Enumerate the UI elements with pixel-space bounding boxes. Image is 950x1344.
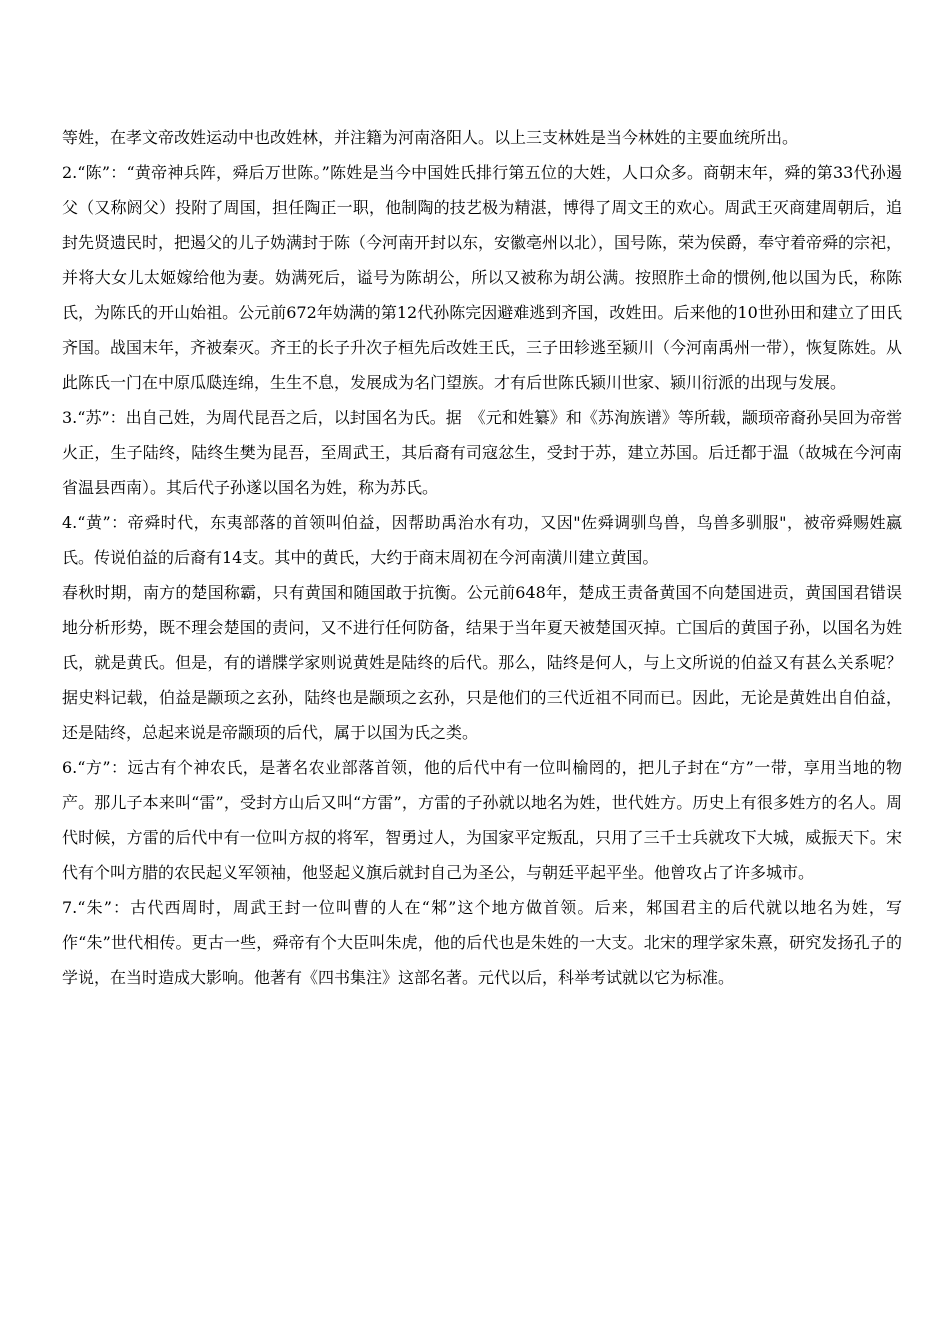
paragraph-surname-huang: 4.“黄”：帝舜时代，东夷部落的首领叫伯益，因帮助禹治水有功，又因"佐舜调驯鸟兽，鸟兽多驯服"，被帝舜赐姓嬴氏。传说伯益的后裔有14支。其中的黄氏，大约于商末周初在今河南潢川建立黄国。 xyxy=(62,513,902,567)
paragraph-surname-chen: 2.“陈”：“黄帝神兵阵，舜后万世陈。”陈姓是当今中国姓氏排行第五位的大姓，人口众多。商朝末年，舜的第33代孙遏父（又称阏父）投附了周国，担任陶正一职，他制陶的技艺极为精湛，博得了周文王的欢心。周武王灭商建周朝后，追封先贤遗民时，把遏父的儿子妫满封于陈（今河南开封以东，安徽亳州以北），国号陈，荣为侯爵，奉守着帝舜的宗祀，并将大女儿太姬嫁给他为妻。妫满死后，谥号为陈胡公，所以又被称为胡公满。按照胙土命的惯例,他以国为氏，称陈氏，为陈氏的开山始祖。公元前672年妫满的第12代孙陈完因避难逃到齐国，改姓田。后来他的10世孙田和建立了田氏齐国。战国末年，齐被秦灭。齐王的长子升次子桓先后改姓王氏，三子田轸逃至颍川（今河南禹州一带），恢复陈姓。从此陈氏一门在中原瓜瓞连绵，生生不息，发展成为名门望族。才有后世陈氏颍川世家、颍川衍派的出现与发展。 xyxy=(62,163,903,392)
document-body xyxy=(62,120,902,995)
paragraph-huang-continued: 春秋时期，南方的楚国称霸，只有黄国和随国敢于抗衡。公元前648年，楚成王责备黄国不向楚国进贡，黄国国君错误地分析形势，既不理会楚国的责问，又不进行任何防备，结果于当年夏天被楚国灭掉。亡国后的黄国子孙，以国名为姓氏，就是黄氏。但是，有的谱牒学家则说黄姓是陆终的后代。那么，陆终是何人，与上文所说的伯益又有甚么关系呢？据史料记载，伯益是颛顼之玄孙，陆终也是颛顼之玄孙，只是他们的三代近祖不同而已。因此，无论是黄姓出自伯益，还是陆终，总起来说是帝颛顼的后代，属于以国为氏之类。 xyxy=(62,583,902,742)
paragraph-surname-fang: 6.“方”：远古有个神农氏，是著名农业部落首领，他的后代中有一位叫榆罔的，把儿子封在“方”一带，享用当地的物产。那儿子本来叫“雷”，受封方山后又叫“方雷”，方雷的子孙就以地名为姓，世代姓方。历史上有很多姓方的名人。周代时候，方雷的后代中有一位叫方叔的将军，智勇过人，为国家平定叛乱，只用了三千士兵就攻下大城，威振天下。宋代有个叫方腊的农民起义军领袖，他竖起义旗后就封自己为圣公，与朝廷平起平坐。他曾攻占了许多城市。 xyxy=(62,758,902,882)
paragraph-lin-continued: 等姓，在孝文帝改姓运动中也改姓林，并注籍为河南洛阳人。以上三支林姓是当今林姓的主要血统所出。 xyxy=(62,128,799,147)
paragraph-surname-zhu: 7.“朱”：古代西周时，周武王封一位叫曹的人在“邾”这个地方做首领。后来，邾国君主的后代就以地名为姓，写作“朱”世代相传。更古一些，舜帝有个大臣叫朱虎，他的后代也是朱姓的一大支。北宋的理学家朱熹，研究发扬孔子的学说，在当时造成大影响。他著有《四书集注》这部名著。元代以后，科举考试就以它为标准。 xyxy=(62,898,902,987)
paragraph-surname-su: 3.“苏”：出自己姓，为周代昆吾之后，以封国名为氏。据 《元和姓纂》和《苏洵族谱》等所载，颛顼帝裔孙吴回为帝喾火正，生子陆终，陆终生樊为昆吾，至周武王，其后裔有司寇忿生，受封于苏，建立苏国。后迁都于温（故城在今河南省温县西南）。其后代子孙遂以国名为姓，称为苏氏。 xyxy=(62,408,902,497)
